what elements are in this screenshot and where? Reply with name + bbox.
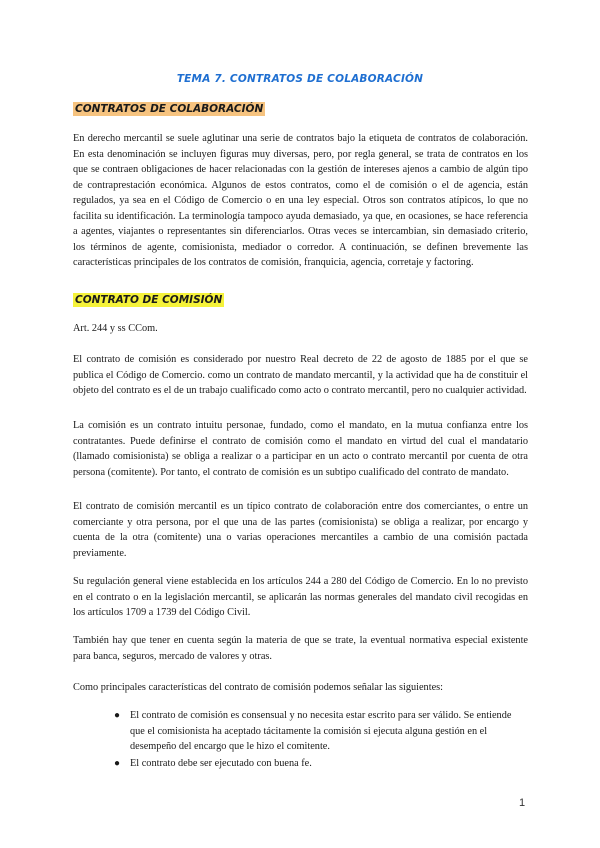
document-title: TEMA 7. CONTRATOS DE COLABORACIÓN: [176, 73, 424, 85]
intro-paragraph: En derecho mercantil se suele aglutinar una serie de contratos bajo la etiqueta de contratos de colaboración. En esta denominación se incluyen figuras muy diversas, pero, por regla general, se trata de contratos en los que se contraen obligaciones de hacer relacionadas con la gestión de intereses ajenos a cambio de algún tipo de contraprestación económica. Algunos de estos contratos, como el de comisión o el de agencia, están regulados, ya sea en el Código de Comercio o en una ley especial. Otros son contratos atípicos, lo que no facilita su identificación. La terminología tampoco ayuda demasiado, ya que, en ocasiones, se hace referencia a agentes, viajantes o representantes sin diferenciarlos. Otras veces se intercambian, sin demasiado criterio, los términos de agente, comisionista, mediador o corredor. A continuación, se definen brevemente las características principales de los contratos de comisión, franquicia, agencia, corretaje y factoring.: [73, 133, 528, 268]
comision-paragraph-4: Su regulación general viene establecida en los artículos 244 a 280 del Código de Comercio. En lo no previsto en el contrato o en la legislación mercantil, se aplicarán las normas generales del mandato civil recogidas en los artículos 1709 a 1739 del Código Civil.: [73, 576, 528, 618]
comision-paragraph-6: Como principales características del contrato de comisión podemos señalar las siguientes:: [73, 682, 444, 693]
comision-paragraph-1: El contrato de comisión es considerado por nuestro Real decreto de 22 de agosto de 1885 por el que se publica el Código de Comercio. como un contrato de mandato mercantil, y la actividad que ha de constituir el objeto del contrato es el de un trabajo cualificado como acto o contrato mercantil, pero no cualquier actividad.: [73, 354, 528, 396]
characteristics-list: [114, 708, 526, 772]
comision-paragraph-2: La comisión es un contrato intuitu personae, fundado, como el mandato, en la mutua confianza entre los contratantes. Puede definirse el contrato de comisión como el mandato en virtud del cual el mandatario (llamado comisionista) se obliga a realizar o a participar en un acto o contrato mercantil por cuenta de otra persona (comitente). Por tanto, el contrato de comisión es un subtipo cualificado del contrato de mandato.: [73, 420, 528, 478]
page-number: 1: [519, 797, 526, 809]
list-item: [114, 756, 526, 772]
article-reference: Art. 244 y ss CCom.: [73, 323, 158, 334]
bullet-icon: ●: [114, 710, 121, 721]
comision-paragraph-5: También hay que tener en cuenta según la materia de que se trate, la eventual normativa especial existente para banca, seguros, mercado de valores y otras.: [73, 635, 528, 662]
comision-paragraph-3: El contrato de comisión mercantil es un típico contrato de colaboración entre dos comerciantes, o entre un comerciante y otra persona, por el que una de las partes (comisionista) se obliga a realizar, por encargo y cuenta de la otra (comitente) una o varias operaciones mercantiles a cambio de una comisión pactada previamente.: [73, 501, 528, 559]
list-item: [114, 708, 526, 755]
bullet-icon: ●: [114, 757, 121, 769]
list-item-text: El contrato de comisión es consensual y no necesita estar escrito para ser válido. Se entiende que el comisionista ha aceptado tácitamente la comisión si ejecuta alguna gestión en el desempeño del encargo que le hizo el comitente.: [130, 710, 512, 752]
list-item-text: El contrato debe ser ejecutado con buena fe.: [130, 757, 312, 769]
section-heading-colaboracion: CONTRATOS DE COLABORACIÓN: [75, 103, 264, 115]
section-heading-comision: CONTRATO DE COMISIÓN: [75, 294, 223, 306]
